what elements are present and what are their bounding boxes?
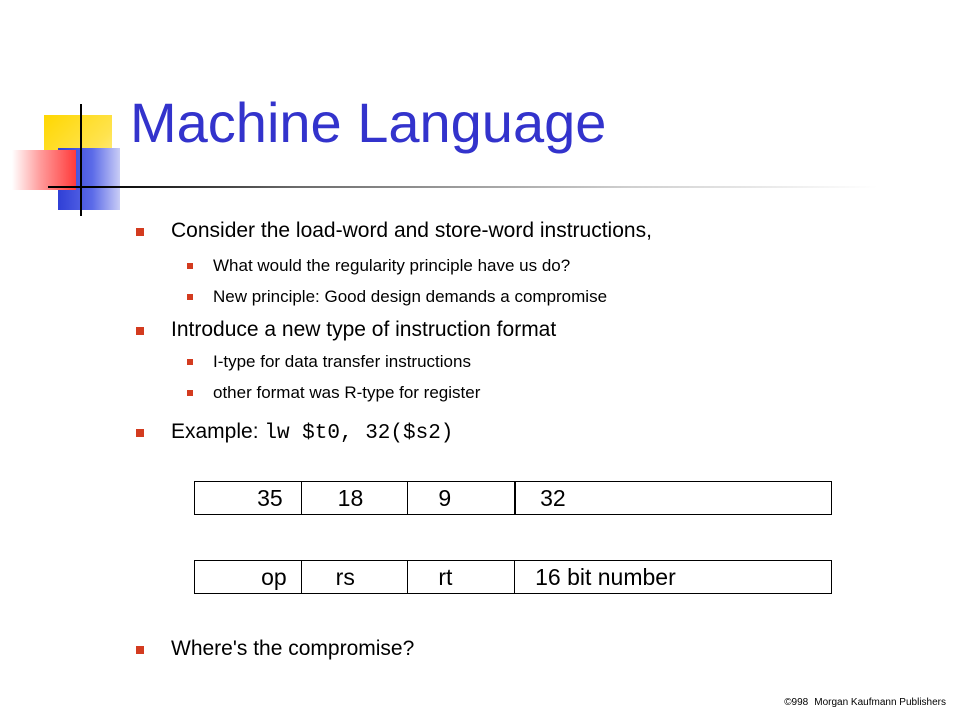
field-rt: rt [407,561,514,593]
value-rs: 18 [301,482,408,514]
title-underline [48,186,878,188]
decor-vertical-line [80,104,82,216]
publisher-name: Morgan Kaufmann Publishers [814,697,946,708]
example-code: lw $t0, 32($s2) [264,422,454,445]
instruction-values-row [194,481,832,515]
bullet-square-icon [136,429,144,437]
bullet-load-store [171,219,652,243]
bullet-square-icon [136,646,144,654]
bullet-text: I-type for data transfer instructions [213,352,471,371]
bullet-new-format [171,318,556,342]
subbullet-regularity [213,256,570,276]
bullet-text: Example: [171,420,265,443]
value-immediate: 32 [514,482,831,514]
bullet-text: Consider the load-word and store-word instructions, [171,219,652,242]
bullet-square-icon [187,390,193,396]
bullet-square-icon [187,294,193,300]
bullet-text: Introduce a new type of instruction format [171,318,557,341]
subbullet-i-type [213,352,471,372]
bullet-text: other format was R-type for register [213,383,481,402]
subbullet-r-type [213,383,480,403]
value-rt: 9 [407,482,514,514]
bullet-square-icon [187,263,193,269]
bullet-square-icon [187,359,193,365]
bullet-compromise [171,637,414,661]
copyright-mark: ©998 [784,697,809,708]
bullet-square-icon [136,327,144,335]
instruction-fields-row [194,560,832,594]
field-op: op [261,563,287,590]
slide-title: Machine Language [130,91,607,154]
field-rs: rs [301,561,408,593]
value-op: 35 [257,484,283,511]
bullet-square-icon [136,228,144,236]
bullet-text: Where's the compromise? [171,637,415,660]
bullet-example [171,420,453,445]
bullet-text: New principle: Good design demands a compromise [213,287,608,306]
subbullet-new-principle [213,287,607,307]
field-immediate: 16 bit number [514,561,831,593]
bullet-text: What would the regularity principle have us do? [213,256,571,275]
decor-red-bar [12,150,76,190]
footer-credit [784,697,946,708]
